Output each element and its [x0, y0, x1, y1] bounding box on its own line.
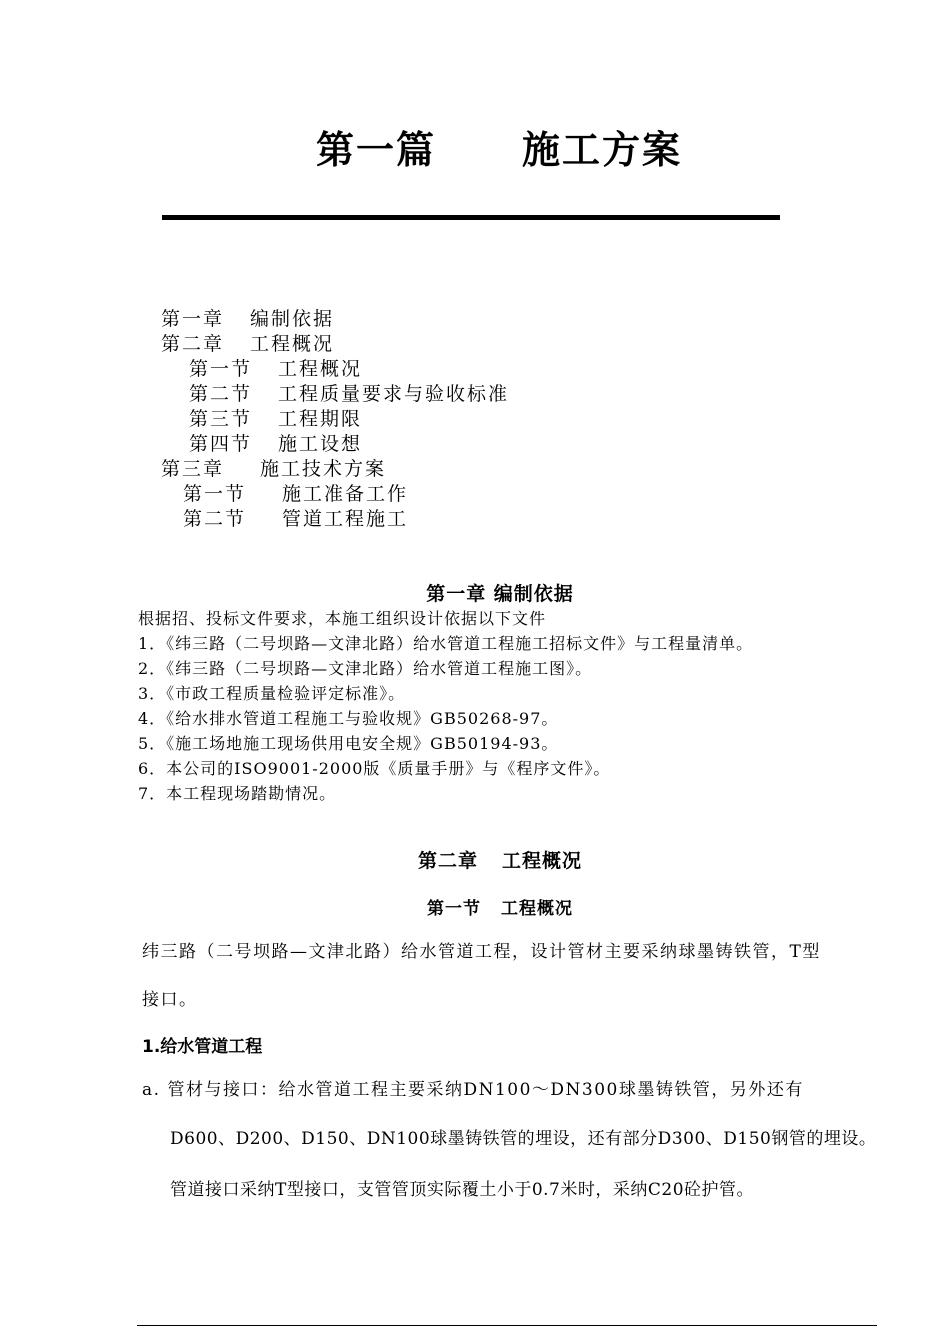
part-title: [0, 122, 950, 178]
toc-item: 第三节 工程期限: [189, 408, 363, 430]
reference-item: 4．《给水排水管道工程施工与验收规》GB50268-97。: [138, 709, 559, 728]
paragraph-a-line: D600、D200、D150、DN100球墨铸铁管的埋设，还有部分D300、D150钢管的埋设。: [170, 1129, 877, 1149]
toc-item: 第一章 编制依据: [161, 308, 335, 330]
toc-item: 第一节 工程概况: [189, 358, 363, 380]
part-name: 施工方案: [522, 128, 683, 172]
toc-item: 第二章 工程概况: [161, 333, 335, 355]
reference-item: 5．《施工场地施工现场供用电安全规》GB50194-93。: [138, 734, 559, 753]
reference-item: 3．《市政工程质量检验评定标准》。: [138, 684, 406, 703]
reference-item: 7．本工程现场踏勘情况。: [138, 784, 337, 803]
paragraph-a-line: 管道接口采纳T型接口，支管管顶实际覆土小于0.7米时，采纳C20砼护管。: [170, 1180, 755, 1200]
section-heading: 第一节 工程概况: [427, 899, 573, 919]
toc-item: 第四节 施工设想: [189, 433, 363, 455]
toc-item: 第一节 施工准备工作: [183, 483, 409, 505]
footer-divider: [137, 1325, 877, 1326]
subheading-water-supply: 1.给水管道工程: [142, 1037, 263, 1057]
toc-item: 第二节 工程质量要求与验收标准: [189, 383, 510, 405]
reference-item: 1．《纬三路（二号坝路—文津北路）给水管道工程施工招标文件》与工程量清单。: [138, 634, 754, 653]
chapter-1-heading: 第一章 编制依据: [426, 583, 574, 605]
reference-item: 6．本公司的ISO9001-2000版《质量手册》与《程序文件》。: [138, 759, 611, 778]
chapter-1-intro: 根据招、投标文件要求，本施工组织设计依据以下文件: [138, 609, 547, 628]
title-divider: [162, 215, 780, 220]
overview-paragraph-line: 接口。: [142, 990, 198, 1010]
toc-item: 第三章 施工技术方案: [161, 458, 387, 480]
toc-item: 第二节 管道工程施工: [183, 508, 409, 530]
part-number: 第一篇: [315, 128, 436, 172]
chapter-2-heading: 第二章 工程概况: [417, 850, 583, 872]
overview-paragraph-line: 纬三路（二号坝路—文津北路）给水管道工程，设计管材主要采纳球墨铸铁管，T型: [142, 942, 821, 962]
paragraph-a-line: a. 管材与接口：给水管道工程主要采纳DN100～DN300球墨铸铁管，另外还有: [142, 1080, 804, 1100]
reference-item: 2．《纬三路（二号坝路—文津北路）给水管道工程施工图》。: [138, 659, 593, 678]
